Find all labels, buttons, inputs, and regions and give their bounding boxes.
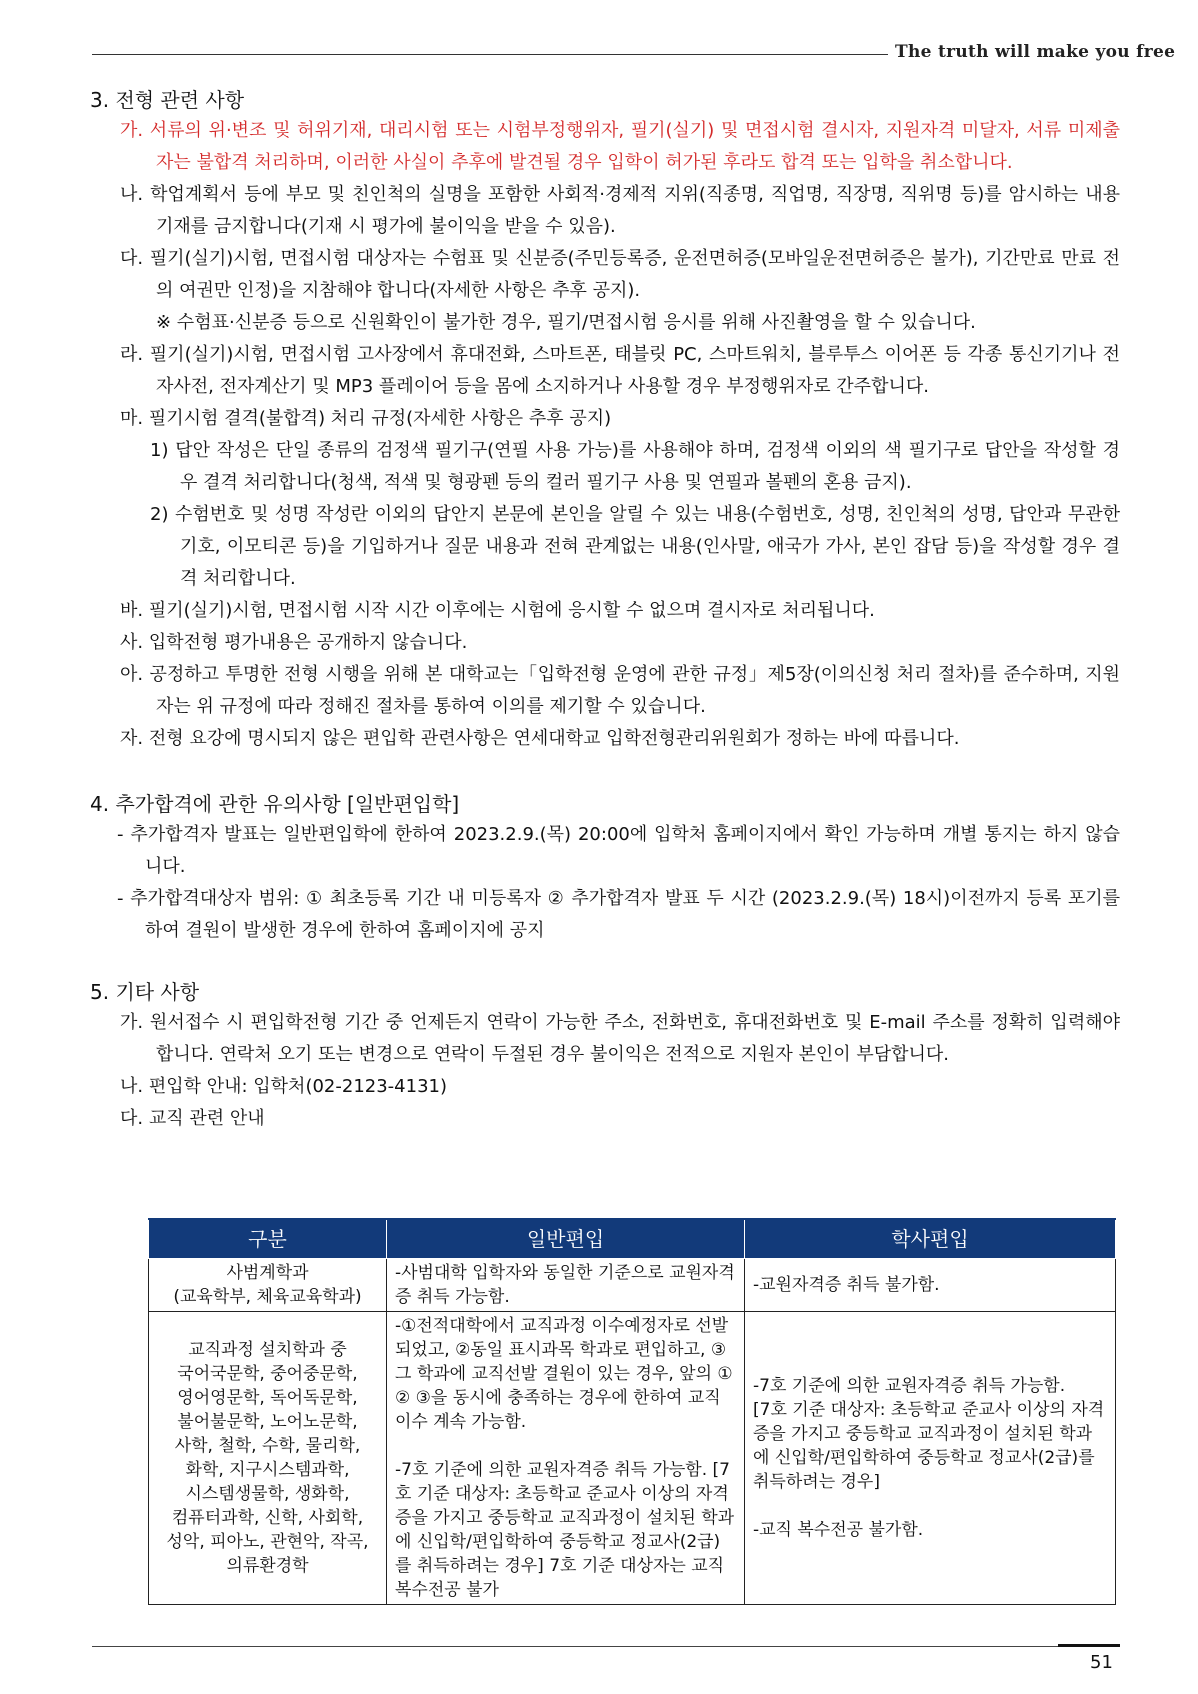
section-3-item-ja: 자. 전형 요강에 명시되지 않은 편입학 관련사항은 연세대학교 입학전형관리위원회가 정하는 바에 따릅니다. <box>120 728 960 749</box>
section-3-item-da: 다. 필기(실기)시험, 면접시험 대상자는 수험표 및 신분증(주민등록증, 운전면허증(모바일운전면허증은 불가), 기간만료 만료 전의 여권만 인정)을 지참해야 합니다(자세한 사항은 추후 공지). <box>120 248 1120 301</box>
table-cell-bachelor: -교원자격증 취득 불가함. <box>745 1259 1116 1312</box>
table-cell-category <box>149 1259 387 1312</box>
spacer <box>90 947 1120 977</box>
general-transfer-rule-2: -7호 기준에 의한 교원자격증 취득 가능함. [7호 기준 대상자: 초등학교 준교사 이상의 자격증을 가지고 중등학교 교직과정이 설치된 학과에 신입학/편입학하여 중등학교 정교사(2급)를 취득하려는 경우] 7호 기준 대상자는 교직 복수전공 불가 <box>395 1460 735 1600</box>
category-line: 화학, 지구시스템과학, <box>185 1460 350 1480</box>
page-body <box>90 85 1120 1135</box>
section-3-item-ma: 마. 필기시험 결격(불합격) 처리 규정(자세한 사항은 추후 공지) <box>120 408 612 429</box>
footer-rule-accent <box>1058 1644 1120 1647</box>
section-5-item-na: 나. 편입학 안내: 입학처(02-2123-4131) <box>120 1076 447 1097</box>
section-3-item-ga: 가. 서류의 위·변조 및 허위기재, 대리시험 또는 시험부정행위자, 필기(실기) 및 면접시험 결시자, 지원자격 미달자, 서류 미제출자는 불합격 처리하며, 이러한 사실이 추후에 발견될 경우 입학이 허가된 후라도 합격 또는 입학을 취소합니다. <box>120 120 1120 173</box>
table-header-row <box>149 1219 1116 1259</box>
category-line: 시스템생물학, 생화학, <box>185 1484 350 1504</box>
section-3-item-ma-2: 2) 수험번호 및 성명 작성란 이외의 답안지 본문에 본인을 알릴 수 있는 내용(수험번호, 성명, 친인척의 성명, 답안과 무관한 기호, 이모티콘 등)을 기입하거나 질문 내용과 전혀 관계없는 내용(인사말, 애국가 가사, 본인 잡담 등)을 작성할 경우 결격 처리합니다. <box>150 504 1120 589</box>
teaching-info-table <box>148 1218 1116 1605</box>
page-number: 51 <box>1090 1652 1113 1673</box>
table-cell-bachelor <box>745 1312 1116 1605</box>
header-rule <box>92 54 888 55</box>
spacer <box>395 1434 736 1458</box>
category-line: 사학, 철학, 수학, 물리학, <box>174 1436 361 1456</box>
table-cell-category <box>149 1312 387 1605</box>
category-detail: (교육학부, 체육교육학과) <box>173 1287 362 1307</box>
table-row <box>149 1312 1116 1605</box>
table-header-category: 구분 <box>149 1219 387 1259</box>
section-4-item-2: - 추가합격대상자 범위: ① 최초등록 기간 내 미등록자 ② 추가합격자 발표 두 시간 (2023.2.9.(목) 18시)이전까지 등록 포기를 하여 결원이 발생한 경우에 한하여 홈페이지에 공지 <box>117 888 1120 941</box>
section-3-item-ma-1: 1) 답안 작성은 단일 종류의 검정색 필기구(연필 사용 가능)를 사용해야 하며, 검정색 이외의 색 필기구로 답안을 작성할 경우 결격 처리합니다(청색, 적색 및 형광펜 등의 컬러 필기구 사용 및 연필과 볼펜의 혼용 금지). <box>150 440 1120 493</box>
spacer <box>753 1494 1107 1518</box>
table-header-bachelor-transfer: 학사편입 <box>745 1219 1116 1259</box>
section-3-item-a: 아. 공정하고 투명한 전형 시행을 위해 본 대학교는「입학전형 운영에 관한 규정」제5장(이의신청 처리 절차)를 준수하며, 지원자는 위 규정에 따라 정해진 절차를 통하여 이의를 제기할 수 있습니다. <box>120 664 1120 717</box>
footer-rule <box>92 1646 1120 1647</box>
table-cell-general: -사범대학 입학자와 동일한 기준으로 교원자격증 취득 가능함. <box>387 1259 745 1312</box>
section-5-item-da: 다. 교직 관련 안내 <box>120 1108 265 1129</box>
category-name: 사범계학과 <box>226 1263 309 1283</box>
section-3-item-ra: 라. 필기(실기)시험, 면접시험 고사장에서 휴대전화, 스마트폰, 태블릿 PC, 스마트워치, 블루투스 이어폰 등 각종 통신기기나 전자사전, 전자계산기 및 MP3 플레이어 등을 몸에 소지하거나 사용할 경우 부정행위자로 간주합니다. <box>120 344 1120 397</box>
category-line: 의류환경학 <box>226 1556 309 1576</box>
category-line: 교직과정 설치학과 중 <box>188 1340 347 1360</box>
general-transfer-rule-1: -①전적대학에서 교직과정 이수예정자로 선발되었고, ②동일 표시과목 학과로 편입하고, ③그 학과에 교직선발 결원이 있는 경우, 앞의 ① ② ③을 동시에 충족하는 경우에 한하여 교직 이수 계속 가능함. <box>395 1316 733 1432</box>
section-5-item-ga: 가. 원서접수 시 편입학전형 기간 중 언제든지 연락이 가능한 주소, 전화번호, 휴대전화번호 및 E-mail 주소를 정확히 입력해야 합니다. 연락처 오기 또는 변경으로 연락이 두절된 경우 불이익은 전적으로 지원자 본인이 부담합니다. <box>120 1012 1120 1065</box>
bachelor-transfer-rule-1: -7호 기준에 의한 교원자격증 취득 가능함. <box>753 1376 1066 1396</box>
section-3-item-ba: 바. 필기(실기)시험, 면접시험 시작 시간 이후에는 시험에 응시할 수 없으며 결시자로 처리됩니다. <box>120 600 875 621</box>
section-3-title: 3. 전형 관련 사항 <box>90 88 245 112</box>
category-line: 컴퓨터과학, 신학, 사회학, <box>171 1508 364 1528</box>
section-3-item-sa: 사. 입학전형 평가내용은 공개하지 않습니다. <box>120 632 468 653</box>
section-3-item-na: 나. 학업계획서 등에 부모 및 친인척의 실명을 포함한 사회적·경제적 지위(직종명, 직업명, 직장명, 직위명 등)를 암시하는 내용 기재를 금지합니다(기재 시 평가에 불이익을 받을 수 있음). <box>120 184 1120 237</box>
category-line: 불어불문학, 노어노문학, <box>177 1412 358 1432</box>
table-row <box>149 1259 1116 1312</box>
spacer <box>90 755 1120 789</box>
table-cell-general <box>387 1312 745 1605</box>
bachelor-transfer-rule-2: [7호 기준 대상자: 초등학교 준교사 이상의 자격증을 가지고 중등학교 교직과정이 설치된 학과에 신입학/편입학하여 중등학교 정교사(2급)를 취득하려는 경우] <box>753 1400 1105 1492</box>
section-5-title: 5. 기타 사항 <box>90 980 200 1004</box>
category-line: 영어영문학, 독어독문학, <box>177 1388 358 1408</box>
section-3-item-da-note: ※ 수험표·신분증 등으로 신원확인이 불가한 경우, 필기/면접시험 응시를 위해 사진촬영을 할 수 있습니다. <box>156 312 976 333</box>
section-4-title: 4. 추가합격에 관한 유의사항 [일반편입학] <box>90 792 460 816</box>
header-motto: The truth will make you free <box>895 42 1176 62</box>
category-line: 국어국문학, 중어중문학, <box>177 1364 358 1384</box>
table-header-general-transfer: 일반편입 <box>387 1219 745 1259</box>
category-line: 성악, 피아노, 관현악, 작곡, <box>166 1532 369 1552</box>
bachelor-transfer-rule-3: -교직 복수전공 불가함. <box>753 1520 924 1540</box>
section-4-item-1: - 추가합격자 발표는 일반편입학에 한하여 2023.2.9.(목) 20:00에 입학처 홈페이지에서 확인 가능하며 개별 통지는 하지 않습니다. <box>117 824 1120 877</box>
